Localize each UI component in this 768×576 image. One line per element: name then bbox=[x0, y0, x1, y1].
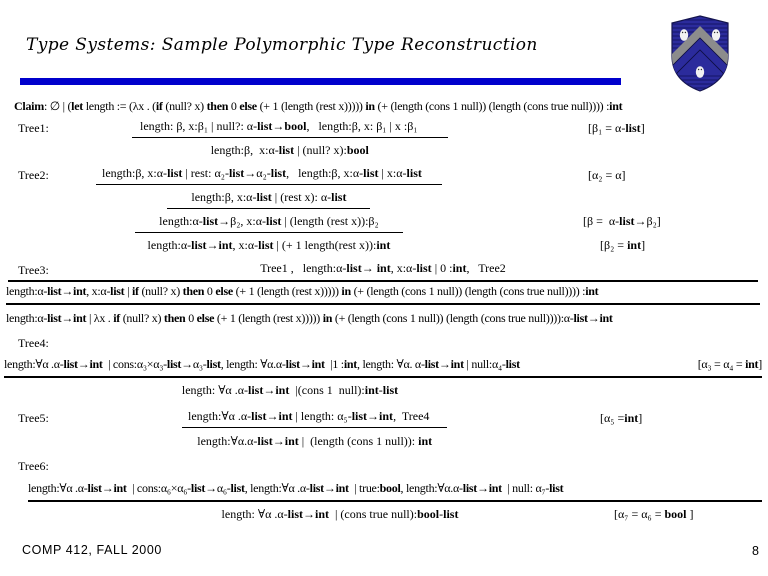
tree1-substitution: [β₁ = α-list] bbox=[588, 121, 645, 135]
tree4-substitution: [α₃ = α₄ = int] bbox=[697, 357, 762, 371]
tree6-substitution: [α₇ = α₆ = bool ] bbox=[614, 507, 694, 521]
tree1-derivation bbox=[132, 119, 448, 158]
tree3-premises: Tree1 , length:α-list→ int, x:α-list | 0 :int, Tree2 bbox=[8, 261, 758, 282]
page-number: 8 bbox=[752, 544, 760, 558]
tree4-label: Tree4: bbox=[18, 336, 49, 350]
tree2-line2: length:β, x:α-list | (rest x): α-list bbox=[167, 190, 370, 209]
tree6-label: Tree6: bbox=[18, 459, 49, 473]
tree2-line1: length:β, x:α-list | rest: α₂-list→α₂-list, length:β, x:α-list | x:α-list bbox=[96, 166, 442, 185]
tree5-premises: length:∀α .α-list→int | length: α₅-list→int, Tree4 bbox=[182, 409, 447, 428]
tree2-derivation bbox=[96, 166, 442, 253]
tree6-conclusion: length: ∀α .α-list→int | (cons true null):bool-list bbox=[221, 507, 459, 521]
tree5-conclusion: length:∀α.α-list→int | (length (cons 1 null)): int bbox=[197, 434, 433, 448]
tree2-substitution-3: [β = α-list→β₂] bbox=[583, 214, 661, 228]
tree2-line4: length:α-list→int, x:α-list | (+ 1 length(rest x)):int bbox=[147, 238, 391, 252]
footer-course: COMP 412, FALL 2000 bbox=[22, 543, 162, 557]
tree4-premises: length:∀α .α-list→int | cons:α₃×α₃-list→α₃-list, length: ∀α.α-list→int |1 :int, length: ∀α. α-list→int | null:α₄-list bbox=[4, 357, 520, 371]
tree1-label: Tree1: bbox=[18, 121, 49, 135]
tree2-substitution-1: [α₂ = α] bbox=[588, 168, 626, 182]
tree3-lambda-line: length:α-list→int | λx . if (null? x) then 0 else (+ 1 (length (rest x))))) in (+ (length (cons 1 null)) (length (cons true null)))):α-list→int bbox=[6, 311, 613, 325]
slide-title: Type Systems: Sample Polymorphic Type Reconstruction bbox=[26, 35, 538, 55]
tree2-line3: length:α-list→β₂, x:α-list | (length (rest x)):β₂ bbox=[135, 214, 403, 233]
tree5-substitution: [α₅ =int] bbox=[600, 411, 643, 425]
tree6-premises: length:∀α .α-list→int | cons:α₆×α₆-list→α₆-list, length:∀α .α-list→int | true:bool, length:∀α.α-list→int | null: α₇-list bbox=[28, 481, 762, 502]
tree4-premise-row bbox=[4, 357, 762, 378]
title-underline-bar bbox=[20, 78, 621, 85]
tree3-label: Tree3: bbox=[18, 263, 49, 277]
rice-shield-logo bbox=[668, 14, 732, 94]
tree3-conclusion: length:α-list→int, x:α-list | if (null? x) then 0 else (+ 1 (length (rest x))))) in (+ (length (cons 1 null)) (length (cons true null)))) :int bbox=[6, 284, 760, 305]
tree2-substitution-4: [β₂ = int] bbox=[600, 238, 646, 252]
tree1-conclusion: length:β, x:α-list | (null? x):bool bbox=[210, 143, 369, 157]
tree5-label: Tree5: bbox=[18, 411, 49, 425]
tree1-premises: length: β, x:β₁ | null?: α-list→bool, length:β, x: β₁ | x :β₁ bbox=[132, 119, 448, 138]
tree5-derivation bbox=[182, 409, 447, 449]
tree4-conclusion: length: ∀α .α-list→int |(cons 1 null):int-list bbox=[181, 383, 399, 397]
tree2-label: Tree2: bbox=[18, 168, 49, 182]
claim-line: Claim: ∅ | (let length := (λx . (if (null? x) then 0 else (+ 1 (length (rest x))))) in (+ (length (cons 1 null)) (length (cons true null)))) :int bbox=[14, 99, 623, 113]
